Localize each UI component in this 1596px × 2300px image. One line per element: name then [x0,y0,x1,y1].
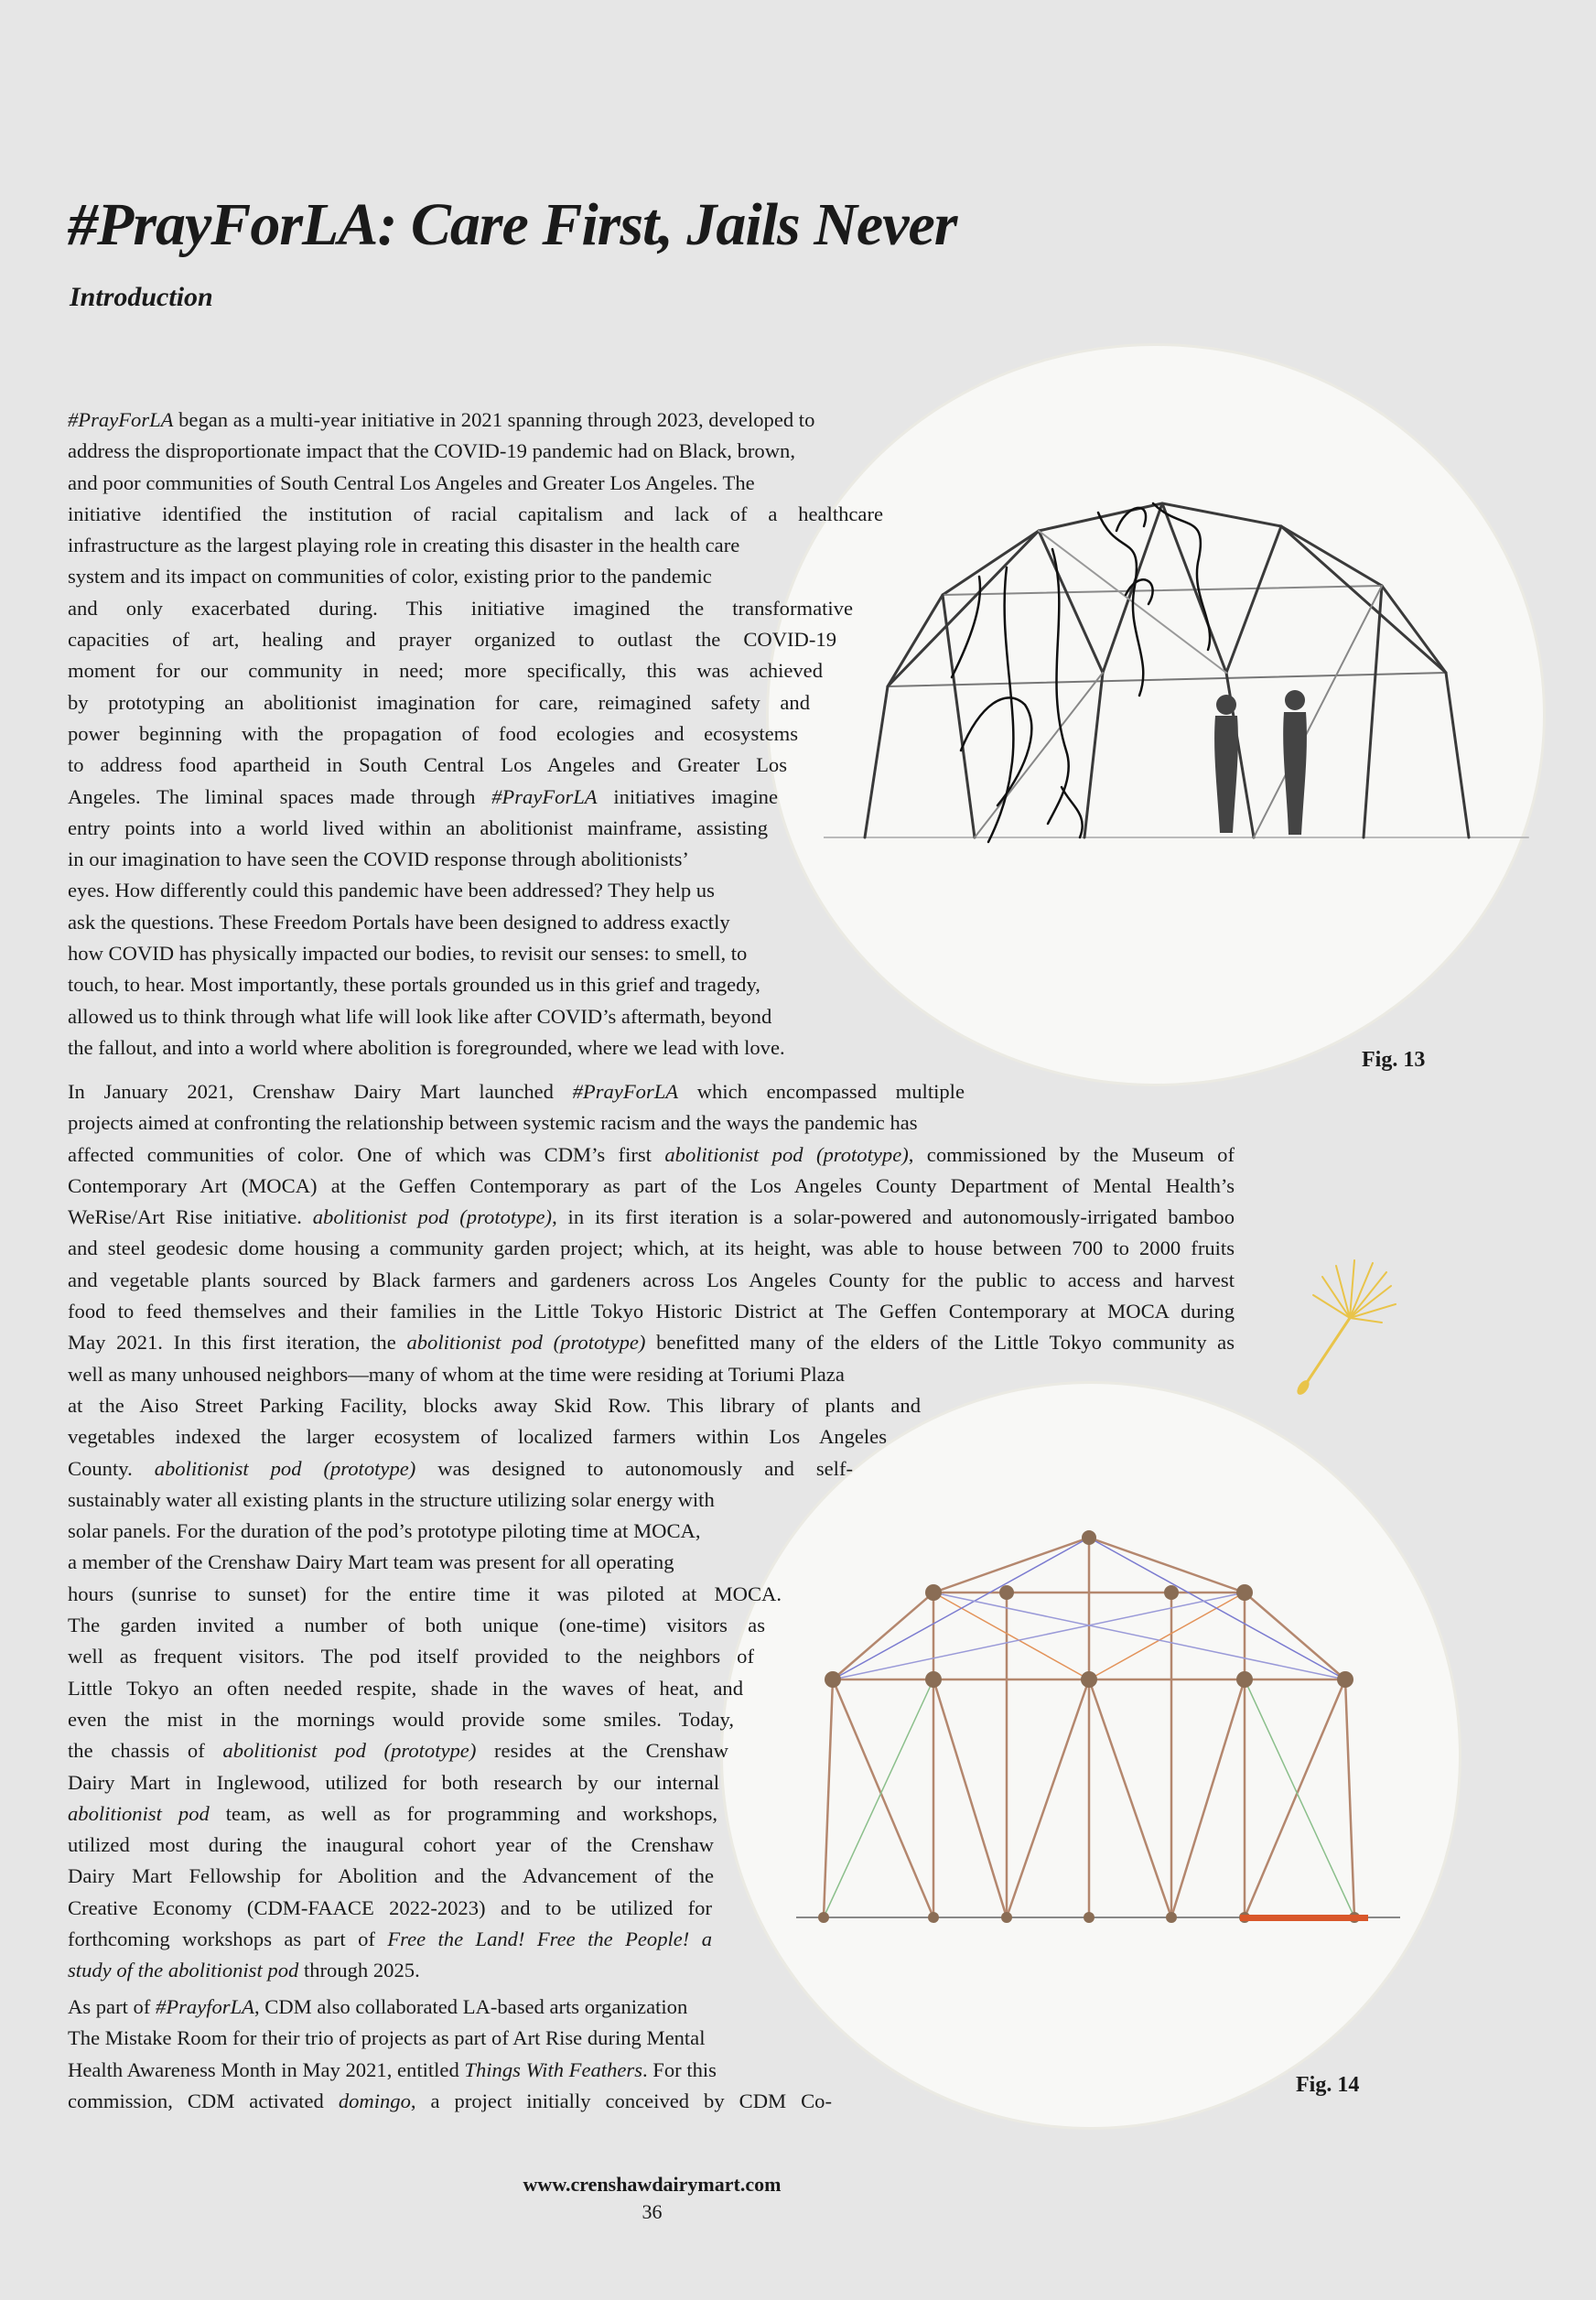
text-line: projects aimed at confronting the relationship between systemic racism and the ways the pandemic has [68,1111,918,1135]
text-line: WeRise/Art Rise initiative. abolitionist pod (prototype), in its first iteration is a solar-powered and autonomously-irrigated bamboo [68,1205,1235,1229]
text-line: even the mist in the mornings would provide some smiles. Today, [68,1707,734,1731]
text-line: infrastructure as the largest playing role in creating this disaster in the health care [68,534,740,557]
paragraph-1 [68,405,883,1064]
paragraph-3 [68,1992,832,2117]
text-line: and only exacerbated during. This initiative imagined the transformative [68,596,853,620]
text-line: Dairy Mart in Inglewood, utilized for both research by our internal [68,1770,719,1794]
text-line: at the Aiso Street Parking Facility, blocks away Skid Row. This library of plants and [68,1393,921,1417]
text-line: As part of #PrayforLA, CDM also collaborated LA-based arts organization [68,1995,688,2018]
text-line: Creative Economy (CDM-FAACE 2022-2023) and to be utilized for [68,1895,712,1919]
text-line: vegetables indexed the larger ecosystem of localized farmers within Los Angeles [68,1425,887,1449]
text-line: Little Tokyo an often needed respite, shade in the waves of heat, and [68,1676,743,1700]
footer-website[interactable]: www.crenshawdairymart.com [523,2173,782,2196]
text-line: #PrayForLA began as a multi-year initiative in 2021 spanning through 2023, developed to [68,408,815,431]
paragraph-2 [68,1076,1235,1987]
text-line: abolitionist pod team, as well as for programming and workshops, [68,1801,718,1825]
text-line: well as frequent visitors. The pod itself provided to the neighbors of [68,1645,754,1668]
text-line: to address food apartheid in South Central Los Angeles and Greater Los [68,753,787,777]
text-line: how COVID has physically impacted our bodies, to revisit our senses: to smell, to [68,942,748,966]
section-subtitle: Introduction [70,282,213,312]
text-line: well as many unhoused neighbors—many of whom at the time were residing at Toriumi Plaza [68,1362,845,1386]
text-line: food to feed themselves and their families in the Little Tokyo Historic District at The Geffen Contemporary at MOCA during [68,1300,1235,1323]
page-number: 36 [642,2200,663,2223]
text-line: initiative identified the institution of racial capitalism and lack of a healthcare [68,502,883,525]
text-line: in our imagination to have seen the COVID response through abolitionists’ [68,848,689,871]
text-line: the fallout, and into a world where abolition is foregrounded, where we lead with love. [68,1035,785,1059]
text-line: the chassis of abolitionist pod (prototype) resides at the Crenshaw [68,1739,728,1763]
figure-13-label: Fig. 13 [1362,1048,1426,1072]
figure-14-label: Fig. 14 [1296,2073,1360,2097]
text-line: affected communities of color. One of which was CDM’s first abolitionist pod (prototype), commissioned by the Museum of [68,1142,1235,1166]
text-line: Angeles. The liminal spaces made through #PrayForLA initiatives imagine [68,784,779,808]
figure-13-dome-sketch [824,476,1537,869]
text-line: utilized most during the inaugural cohort year of the Crenshaw [68,1833,714,1857]
text-line: and vegetable plants sourced by Black farmers and gardeners across Los Angeles County for the public to access and harvest [68,1268,1235,1291]
text-line: allowed us to think through what life will look like after COVID’s aftermath, beyond [68,1004,772,1028]
text-line: Contemporary Art (MOCA) at the Geffen Contemporary as part of the Los Angeles County Department of Mental Health’s [68,1173,1235,1197]
text-line: In January 2021, Crenshaw Dairy Mart launched #PrayForLA which encompassed multiple [68,1080,965,1103]
page-title: #PrayForLA: Care First, Jails Never [68,191,957,258]
text-line: moment for our community in need; more specifically, this was achieved [68,659,823,683]
text-line: Dairy Mart Fellowship for Abolition and the Advancement of the [68,1864,714,1888]
text-line: sustainably water all existing plants in the structure utilizing solar energy with [68,1487,715,1511]
text-line: Health Awareness Month in May 2021, entitled Things With Feathers. For this [68,2057,717,2081]
text-line: The Mistake Room for their trio of projects as part of Art Rise during Mental [68,2026,706,2050]
text-line: forthcoming workshops as part of Free the Land! Free the People! a [68,1927,713,1951]
text-line: The garden invited a number of both unique (one-time) visitors as [68,1614,765,1637]
text-line: study of the abolitionist pod through 2025. [68,1959,420,1982]
text-line: power beginning with the propagation of food ecologies and ecosystems [68,721,798,745]
text-line: touch, to hear. Most importantly, these portals grounded us in this grief and tragedy, [68,973,760,997]
text-line: commission, CDM activated domingo, a project initially conceived by CDM Co- [68,2089,832,2112]
text-line: entry points into a world lived within an abolitionist mainframe, assisting [68,815,768,839]
text-line: ask the questions. These Freedom Portals have been designed to address exactly [68,910,730,934]
text-line: system and its impact on communities of color, existing prior to the pandemic [68,565,712,588]
text-line: May 2021. In this first iteration, the abolitionist pod (prototype) benefitted many of the elders of the Little Tokyo community as [68,1331,1235,1355]
text-line: and poor communities of South Central Los Angeles and Greater Los Angeles. The [68,470,755,494]
text-line: by prototyping an abolitionist imagination for care, reimagined safety and [68,690,810,714]
text-line: eyes. How differently could this pandemic have been addressed? They help us [68,879,715,902]
text-line: capacities of art, healing and prayer organized to outlast the COVID-19 [68,628,836,652]
text-line: a member of the Crenshaw Dairy Mart team was present for all operating [68,1550,674,1574]
text-line: address the disproportionate impact that the COVID-19 pandemic had on Black, brown, [68,439,795,463]
text-line: and steel geodesic dome housing a community garden project; which, at its height, was able to house between 700 to 2000 fruits [68,1236,1235,1260]
dandelion-seed-illustration [1281,1258,1400,1396]
text-line: hours (sunrise to sunset) for the entire time it was piloted at MOCA. [68,1582,782,1605]
text-line: solar panels. For the duration of the pod’s prototype piloting time at MOCA, [68,1519,701,1543]
text-line: County. abolitionist pod (prototype) was designed to autonomously and self- [68,1456,853,1480]
